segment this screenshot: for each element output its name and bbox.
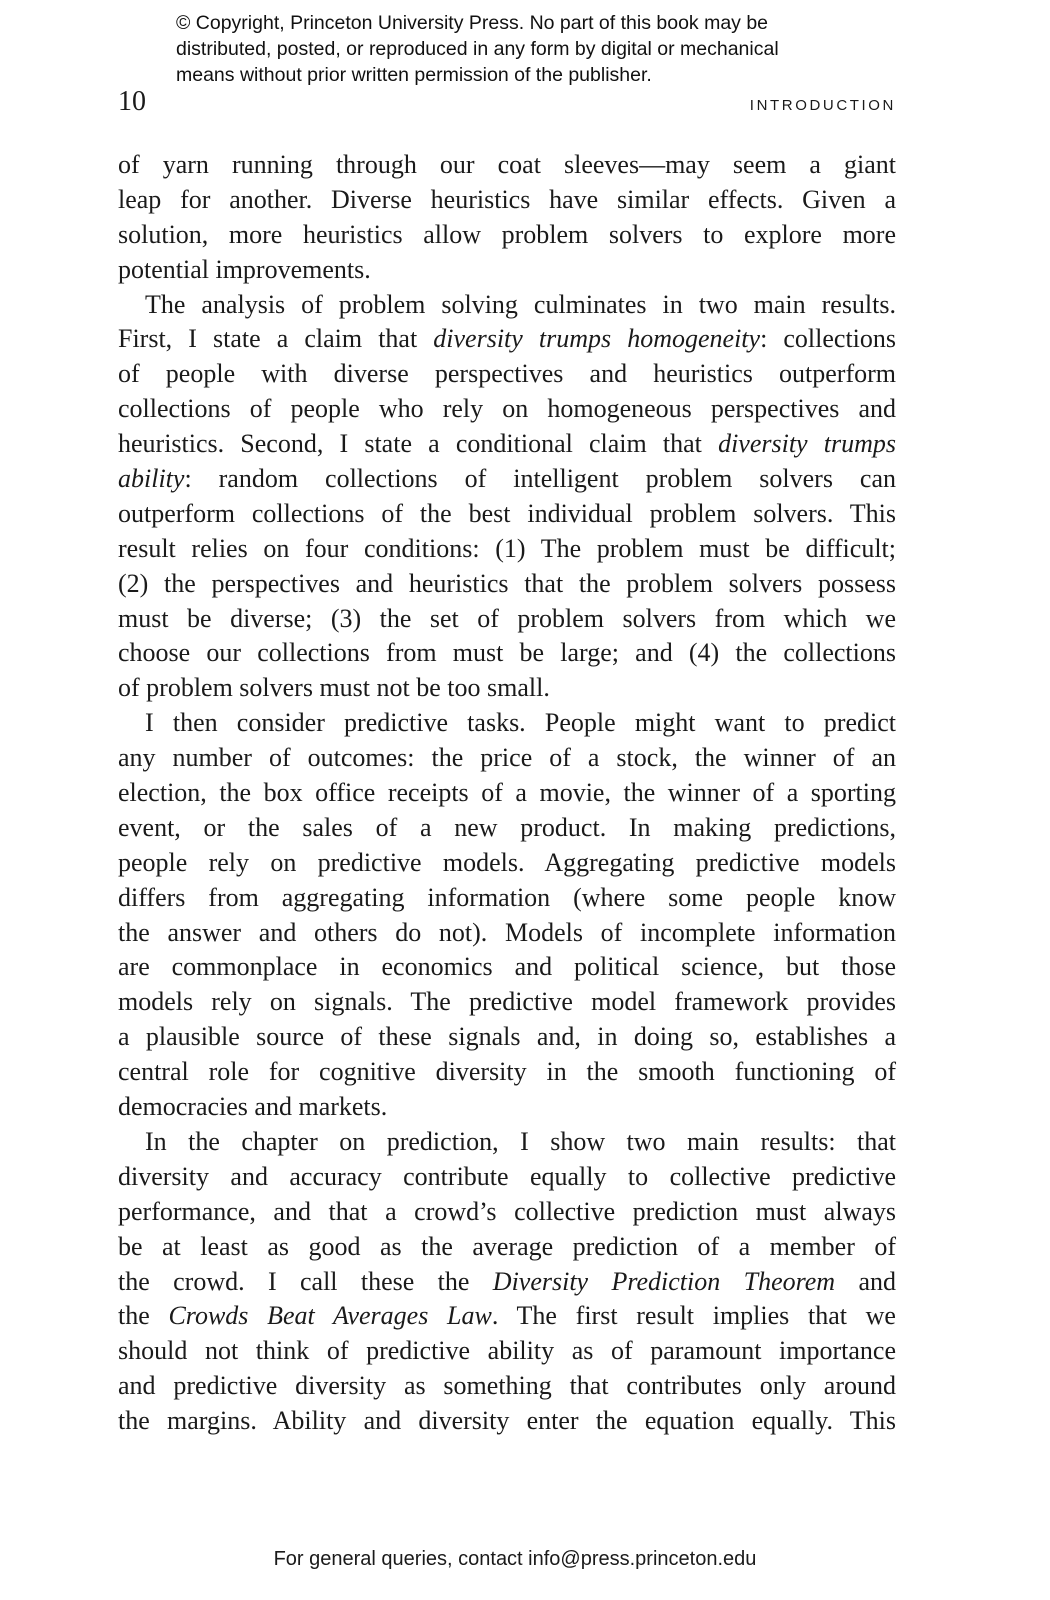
text-line <box>118 532 896 567</box>
text-line <box>118 253 896 288</box>
text-segment: the crowd. I call these the <box>118 1266 493 1296</box>
text-line <box>118 322 896 357</box>
text-segment: (2) the perspectives and heuristics that the problem solvers possess <box>118 568 896 598</box>
text-segment: diversity and accuracy contribute equally to collective predictive <box>118 1161 896 1191</box>
text-line <box>118 985 896 1020</box>
text-segment: In the chapter on prediction, I show two main results: that <box>145 1126 896 1156</box>
running-head: INTRODUCTION <box>749 97 896 114</box>
copyright-notice <box>176 10 779 88</box>
text-segment: of yarn running through our coat sleeves—may seem a giant <box>118 150 896 179</box>
text-segment: the margins. Ability and diversity enter the equation equally. This <box>118 1406 896 1436</box>
italic-term: Diversity Prediction Theorem <box>492 1266 836 1296</box>
body-text <box>118 148 896 1439</box>
text-segment: solution, more heuristics allow problem solvers to explore more <box>118 219 896 249</box>
text-segment: central role for cognitive diversity in the smooth functioning of <box>118 1057 896 1087</box>
text-line <box>118 1160 896 1195</box>
text-segment: event, or the sales of a new product. In making predictions, <box>118 812 896 842</box>
text-segment: First, I state a claim that <box>118 324 434 354</box>
text-segment: I then consider predictive tasks. People might want to predict <box>145 708 896 738</box>
text-segment: should not think of predictive ability as of paramount importance <box>118 1336 896 1366</box>
italic-term: diversity trumps <box>718 429 896 459</box>
text-line <box>118 1265 896 1300</box>
text-line <box>118 462 896 497</box>
text-line <box>118 1055 896 1090</box>
text-line <box>118 741 896 776</box>
text-segment: and <box>835 1266 896 1296</box>
text-line <box>118 602 896 637</box>
italic-term: ability <box>118 464 185 494</box>
text-line <box>118 811 896 846</box>
copyright-line: means without prior written permission of the publisher. <box>176 64 652 86</box>
text-line <box>118 846 896 881</box>
text-line <box>118 427 896 462</box>
page-number: 10 <box>118 86 146 117</box>
text-segment: of people with diverse perspectives and heuristics outperform <box>118 359 896 389</box>
copyright-line: © Copyright, Princeton University Press. No part of this book may be <box>176 12 769 34</box>
text-segment: and predictive diversity as something that contributes only around <box>118 1371 896 1401</box>
copyright-line: distributed, posted, or reproduced in any form by digital or mechanical <box>176 38 779 60</box>
text-line <box>118 671 896 706</box>
text-segment: potential improvements. <box>118 254 371 284</box>
text-segment: . The first result implies that we <box>491 1301 896 1331</box>
text-line <box>118 1125 896 1160</box>
text-line <box>118 1020 896 1055</box>
text-segment: any number of outcomes: the price of a stock, the winner of an <box>118 743 896 773</box>
text-segment: outperform collections of the best individual problem solvers. This <box>118 498 896 528</box>
text-segment: of problem solvers must not be too small. <box>118 673 550 703</box>
text-segment: democracies and markets. <box>118 1092 388 1122</box>
text-line <box>118 1195 896 1230</box>
text-segment: models rely on signals. The predictive model framework provides <box>118 987 896 1017</box>
text-segment: the answer and others do not). Models of incomplete information <box>118 917 896 947</box>
text-segment: the <box>118 1301 169 1331</box>
text-line <box>118 288 896 323</box>
text-line <box>118 148 896 183</box>
text-line <box>118 1230 896 1265</box>
text-line <box>118 1334 896 1369</box>
text-segment: The analysis of problem solving culminates in two main results. <box>145 289 896 319</box>
text-segment: be at least as good as the average prediction of a member of <box>118 1231 896 1261</box>
text-line <box>118 950 896 985</box>
text-line <box>118 497 896 532</box>
text-line <box>118 881 896 916</box>
footer-contact: For general queries, contact info@press.princeton.edu <box>273 1548 757 1570</box>
text-segment: heuristics. Second, I state a conditional claim that <box>118 429 719 459</box>
text-segment: performance, and that a crowd’s collective prediction must always <box>118 1196 896 1226</box>
text-line <box>118 1369 896 1404</box>
text-segment: choose our collections from must be large; and (4) the collections <box>118 638 896 668</box>
text-line <box>118 916 896 951</box>
text-segment: collections of people who rely on homogeneous perspectives and <box>118 394 896 424</box>
text-line <box>118 567 896 602</box>
text-line <box>118 1090 896 1125</box>
text-segment: people rely on predictive models. Aggregating predictive models <box>118 847 896 877</box>
text-line <box>118 357 896 392</box>
italic-term: diversity trumps homogeneity <box>433 324 761 354</box>
text-line <box>118 776 896 811</box>
text-segment: must be diverse; (3) the set of problem solvers from which we <box>118 603 896 633</box>
italic-term: Crowds Beat Averages Law <box>168 1301 492 1331</box>
text-line <box>118 183 896 218</box>
text-segment: leap for another. Diverse heuristics have similar effects. Given a <box>118 184 896 214</box>
text-segment: : collections <box>760 324 897 354</box>
text-line <box>118 1299 896 1334</box>
text-segment: : random collections of intelligent problem solvers can <box>184 464 896 494</box>
text-line <box>118 636 896 671</box>
text-line <box>118 392 896 427</box>
text-segment: a plausible source of these signals and, in doing so, establishes a <box>118 1022 896 1052</box>
text-line <box>118 218 896 253</box>
text-line <box>118 1404 896 1439</box>
text-line <box>118 706 896 741</box>
text-segment: differs from aggregating information (where some people know <box>118 882 896 912</box>
text-segment: result relies on four conditions: (1) The problem must be difficult; <box>118 533 896 563</box>
text-segment: election, the box office receipts of a movie, the winner of a sporting <box>118 778 896 808</box>
text-segment: are commonplace in economics and political science, but those <box>118 952 896 982</box>
